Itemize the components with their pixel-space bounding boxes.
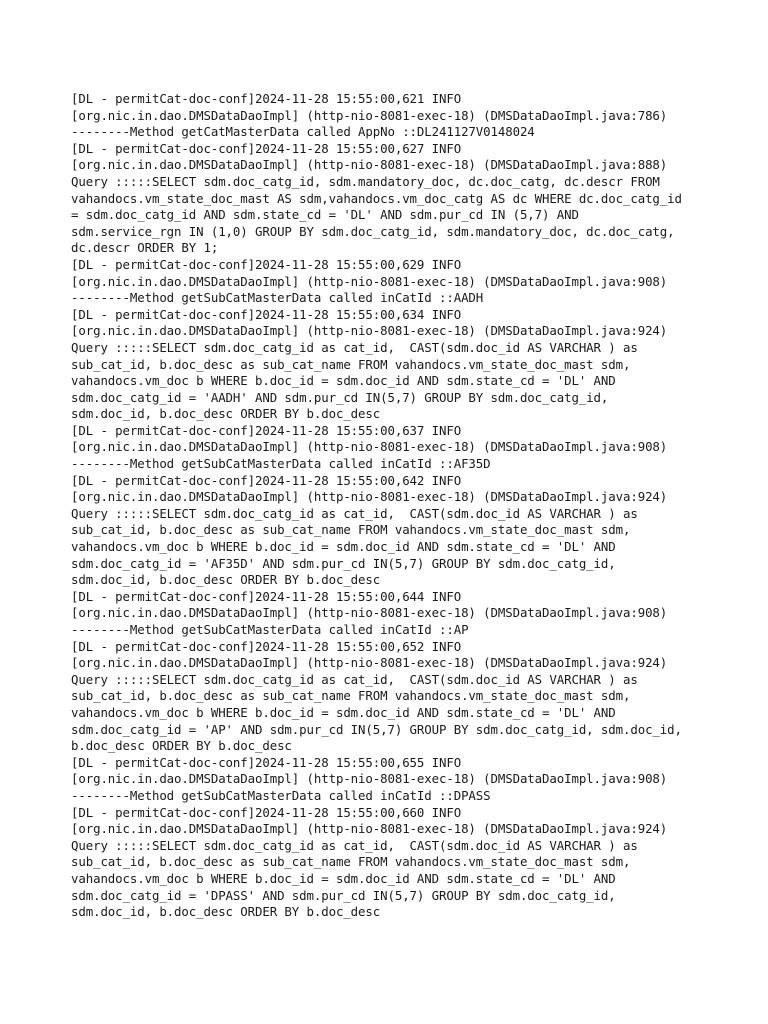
log-line: sdm.doc_catg_id = 'DPASS' AND sdm.pur_cd IN(5,7) GROUP BY sdm.doc_catg_id,: [71, 887, 616, 903]
log-line: Query :::::SELECT sdm.doc_catg_id as cat_id, CAST(sdm.doc_id AS VARCHAR ) as: [71, 837, 638, 853]
log-line: sdm.doc_id, b.doc_desc ORDER BY b.doc_desc: [71, 572, 381, 588]
log-line: sub_cat_id, b.doc_desc as sub_cat_name FROM vahandocs.vm_state_doc_mast sdm,: [71, 854, 631, 870]
log-line: = sdm.doc_catg_id AND sdm.state_cd = 'DL' AND sdm.pur_cd IN (5,7) AND: [71, 207, 579, 223]
log-line: [DL - permitCat-doc-conf]2024-11-28 15:55:00,644 INFO: [71, 588, 462, 604]
log-line: vahandocs.vm_doc b WHERE b.doc_id = sdm.doc_id AND sdm.state_cd = 'DL' AND: [71, 373, 616, 389]
log-line: Query :::::SELECT sdm.doc_catg_id, sdm.mandatory_doc, dc.doc_catg, dc.descr FROM: [71, 173, 660, 189]
log-line: [DL - permitCat-doc-conf]2024-11-28 15:55:00,652 INFO: [71, 638, 462, 654]
log-line: sub_cat_id, b.doc_desc as sub_cat_name FROM vahandocs.vm_state_doc_mast sdm,: [71, 356, 631, 372]
log-line: [org.nic.in.dao.DMSDataDaoImpl] (http-nio-8081-exec-18) (DMSDataDaoImpl.java:908): [71, 771, 668, 787]
log-line: [org.nic.in.dao.DMSDataDaoImpl] (http-nio-8081-exec-18) (DMSDataDaoImpl.java:924): [71, 323, 668, 339]
log-line: [org.nic.in.dao.DMSDataDaoImpl] (http-nio-8081-exec-18) (DMSDataDaoImpl.java:924): [71, 821, 668, 837]
log-line: [DL - permitCat-doc-conf]2024-11-28 15:55:00,629 INFO: [71, 256, 462, 272]
log-line: sdm.doc_catg_id = 'AF35D' AND sdm.pur_cd IN(5,7) GROUP BY sdm.doc_catg_id,: [71, 555, 616, 571]
log-document: [71, 91, 731, 921]
log-line: [DL - permitCat-doc-conf]2024-11-28 15:55:00,634 INFO: [71, 306, 462, 322]
log-line: [org.nic.in.dao.DMSDataDaoImpl] (http-nio-8081-exec-18) (DMSDataDaoImpl.java:924): [71, 489, 668, 505]
log-line: Query :::::SELECT sdm.doc_catg_id as cat_id, CAST(sdm.doc_id AS VARCHAR ) as: [71, 671, 638, 687]
log-line: [org.nic.in.dao.DMSDataDaoImpl] (http-nio-8081-exec-18) (DMSDataDaoImpl.java:908): [71, 605, 668, 621]
log-line: [DL - permitCat-doc-conf]2024-11-28 15:55:00,660 INFO: [71, 804, 462, 820]
log-line: sdm.doc_id, b.doc_desc ORDER BY b.doc_desc: [71, 904, 381, 920]
log-line: sub_cat_id, b.doc_desc as sub_cat_name FROM vahandocs.vm_state_doc_mast sdm,: [71, 688, 631, 704]
log-line: [org.nic.in.dao.DMSDataDaoImpl] (http-nio-8081-exec-18) (DMSDataDaoImpl.java:888): [71, 157, 668, 173]
log-line: sdm.doc_catg_id = 'AP' AND sdm.pur_cd IN(5,7) GROUP BY sdm.doc_catg_id, sdm.doc_id,: [71, 721, 682, 737]
log-line: [org.nic.in.dao.DMSDataDaoImpl] (http-nio-8081-exec-18) (DMSDataDaoImpl.java:908): [71, 439, 668, 455]
log-line: sdm.doc_catg_id = 'AADH' AND sdm.pur_cd IN(5,7) GROUP BY sdm.doc_catg_id,: [71, 389, 609, 405]
log-line: vahandocs.vm_doc b WHERE b.doc_id = sdm.doc_id AND sdm.state_cd = 'DL' AND: [71, 870, 616, 886]
log-line: [org.nic.in.dao.DMSDataDaoImpl] (http-nio-8081-exec-18) (DMSDataDaoImpl.java:786): [71, 107, 668, 123]
log-line: Query :::::SELECT sdm.doc_catg_id as cat_id, CAST(sdm.doc_id AS VARCHAR ) as: [71, 339, 638, 355]
log-line: --------Method getSubCatMasterData called inCatId ::AP: [71, 622, 469, 637]
log-line: --------Method getCatMasterData called AppNo ::DL241127V0148024: [71, 124, 535, 140]
log-line: dc.descr ORDER BY 1;: [71, 240, 219, 256]
log-line: vahandocs.vm_state_doc_mast AS sdm,vahandocs.vm_doc_catg AS dc WHERE dc.doc_catg_id: [71, 190, 682, 206]
log-line: --------Method getSubCatMasterData called inCatId ::DPASS: [71, 787, 491, 803]
log-line: [DL - permitCat-doc-conf]2024-11-28 15:55:00,621 INFO: [71, 91, 462, 106]
log-line: [DL - permitCat-doc-conf]2024-11-28 15:55:00,642 INFO: [71, 472, 462, 488]
log-line: [DL - permitCat-doc-conf]2024-11-28 15:55:00,637 INFO: [71, 422, 462, 438]
log-line: vahandocs.vm_doc b WHERE b.doc_id = sdm.doc_id AND sdm.state_cd = 'DL' AND: [71, 539, 616, 555]
log-line: [DL - permitCat-doc-conf]2024-11-28 15:55:00,655 INFO: [71, 754, 462, 770]
log-line: b.doc_desc ORDER BY b.doc_desc: [71, 738, 292, 754]
log-line: [org.nic.in.dao.DMSDataDaoImpl] (http-nio-8081-exec-18) (DMSDataDaoImpl.java:924): [71, 655, 668, 671]
log-line: sdm.doc_id, b.doc_desc ORDER BY b.doc_desc: [71, 406, 381, 422]
log-line: [org.nic.in.dao.DMSDataDaoImpl] (http-nio-8081-exec-18) (DMSDataDaoImpl.java:908): [71, 273, 668, 289]
log-line: [DL - permitCat-doc-conf]2024-11-28 15:55:00,627 INFO: [71, 140, 462, 156]
log-line: Query :::::SELECT sdm.doc_catg_id as cat_id, CAST(sdm.doc_id AS VARCHAR ) as: [71, 505, 638, 521]
log-line: sdm.service_rgn IN (1,0) GROUP BY sdm.doc_catg_id, sdm.mandatory_doc, dc.doc_catg,: [71, 223, 675, 239]
log-line: --------Method getSubCatMasterData called inCatId ::AF35D: [71, 456, 491, 472]
log-line: --------Method getSubCatMasterData called inCatId ::AADH: [71, 290, 484, 306]
log-line: sub_cat_id, b.doc_desc as sub_cat_name FROM vahandocs.vm_state_doc_mast sdm,: [71, 522, 631, 538]
log-line: vahandocs.vm_doc b WHERE b.doc_id = sdm.doc_id AND sdm.state_cd = 'DL' AND: [71, 704, 616, 720]
